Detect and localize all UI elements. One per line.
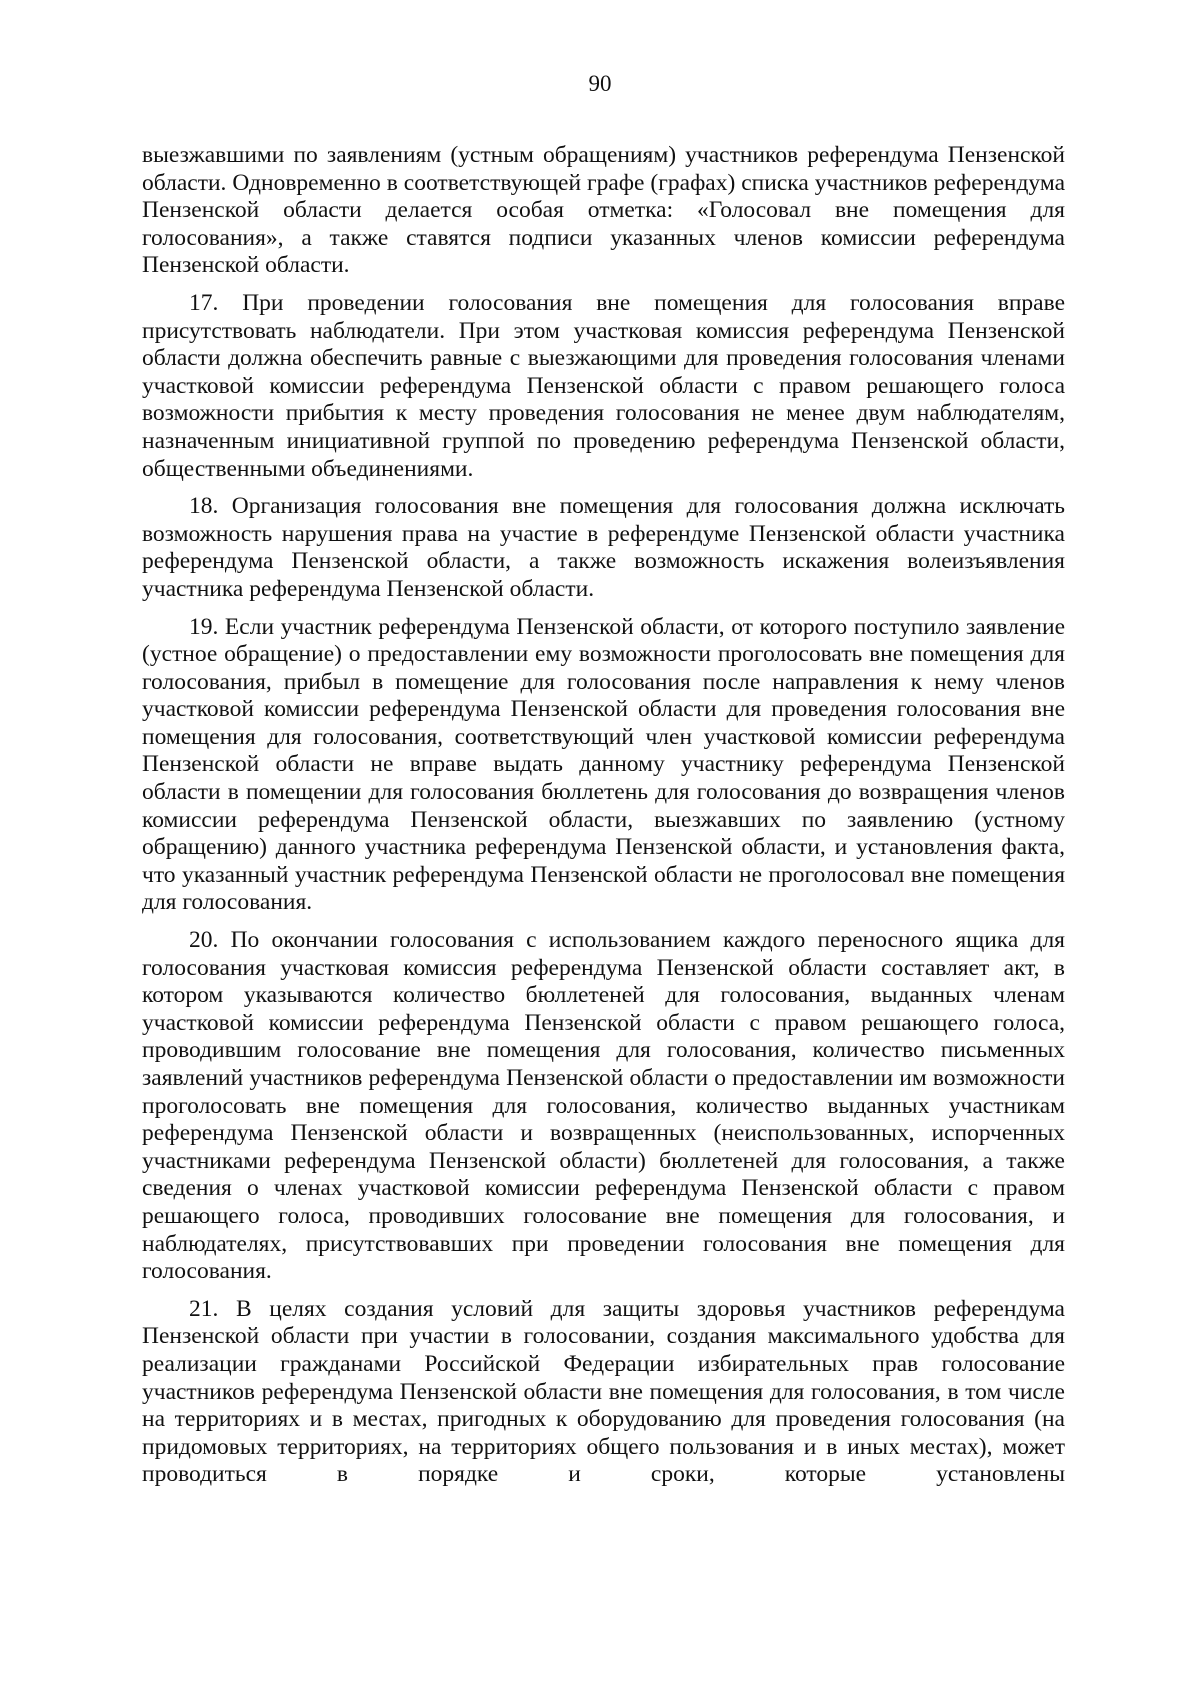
paragraph-continuation: выезжавшими по заявлениям (устным обращениям) участников референдума Пензенской области. Одновременно в соответствующей графе (графах) списка участников референдума Пензенской области делается особая отметка: «Голосовал вне помещения для голосования», а также ставятся подписи указанных членов комиссии референдума Пензенской области. <box>142 142 1065 279</box>
paragraph-18: 18. Организация голосования вне помещения для голосования должна исключать возможность нарушения права на участие в референдуме Пензенской области участника референдума Пензенской области, а также возможность искажения волеизъявления участника референдума Пензенской области. <box>142 493 1065 602</box>
paragraph-19: 19. Если участник референдума Пензенской области, от которого поступило заявление (устное обращение) о предоставлении ему возможности проголосовать вне помещения для голосования, прибыл в помещение для голосования после направления к нему членов участковой комиссии референдума Пензенской области для проведения голосования вне помещения для голосования, соответствующий член участковой комиссии референдума Пензенской области не вправе выдать данному участнику референдума Пензенской области в помещении для голосования бюллетень для голосования до возвращения членов комиссии референдума Пензенской области, выезжавших по заявлению (устному обращению) данного участника референдума Пензенской области, и установления факта, что указанный участник референдума Пензенской области не проголосовал вне помещения для голосования. <box>142 613 1065 916</box>
page-number: 90 <box>588 71 612 96</box>
paragraph-20: 20. По окончании голосования с использованием каждого переносного ящика для голосования участковая комиссия референдума Пензенской области составляет акт, в котором указываются количество бюллетеней для голосования, выданных членам участковой комиссии референдума Пензенской области с правом решающего голоса, проводившим голосование вне помещения для голосования, количество письменных заявлений участников референдума Пензенской области о предоставлении им возможности проголосовать вне помещения для голосования, количество выданных участникам референдума Пензенской области и возвращенных (неиспользованных, испорченных участниками референдума Пензенской области) бюллетеней для голосования, а также сведения о членах участковой комиссии референдума Пензенской области с правом решающего голоса, проводивших голосование вне помещения для голосования, и наблюдателях, присутствовавших при проведении голосования вне помещения для голосования. <box>142 927 1065 1285</box>
document-body <box>142 142 1065 1499</box>
paragraph-21: 21. В целях создания условий для защиты здоровья участников референдума Пензенской области при участии в голосовании, создания максимального удобства для реализации гражданами Российской Федерации избирательных прав голосование участников референдума Пензенской области вне помещения для голосования, в том числе на территориях и в местах, пригодных к оборудованию для проведения голосования (на придомовых территориях, на территориях общего пользования и в иных местах), может проводиться в порядке и сроки, которые установлены <box>142 1295 1065 1488</box>
paragraph-17: 17. При проведении голосования вне помещения для голосования вправе присутствовать наблюдатели. При этом участковая комиссия референдума Пензенской области должна обеспечить равные с выезжающими для проведения голосования членами участковой комиссии референдума Пензенской области с правом решающего голоса возможности прибытия к месту проведения голосования не менее двум наблюдателям, назначенным инициативной группой по проведению референдума Пензенской области, общественными объединениями. <box>142 289 1065 482</box>
